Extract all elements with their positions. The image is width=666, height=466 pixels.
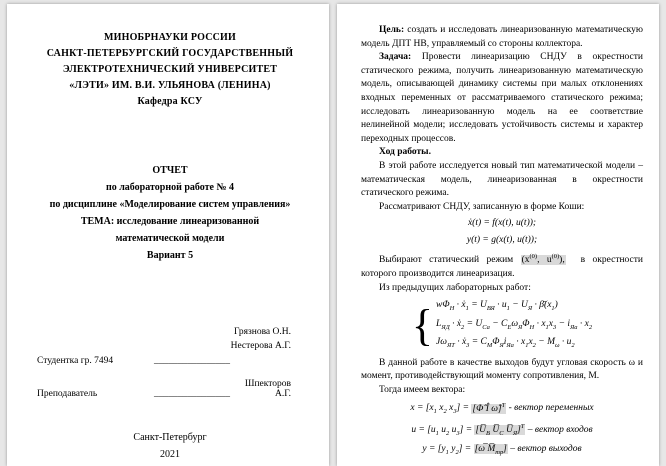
vector-line-inputs: $u = [u_1$ $u_2$ $u_3$] = [$U̅_В$ $U̅_С$ $U̅_Я]^Т$ – вектор входов <box>411 423 593 438</box>
equation-cauchy-output: y(t) = g(x(t), u(t)); <box>466 235 538 246</box>
vector-line-outputs: $y = [y_1$ $y_2$] = [ω̅ $M̅_{тр}$] – вектор выходов <box>422 444 582 457</box>
system-equation: $L_{ЯД}$ · ẋ$_2$ = $U_{Са} - C_Е\omega_Я\Phi_Н \cdot x_1x_3 - i_{Яа} \cdot x_2$ <box>436 318 593 331</box>
report-title: ОТЧЕТ <box>152 165 188 176</box>
system-equation: $J\omega_{ЯТ}$ · ẋ$_3$ = $C_М\Phi_Яi_{Яа} \cdot x_1x_2 - M_\omega \cdot u_2$ <box>436 337 575 350</box>
footer-year: 2021 <box>160 449 180 460</box>
university-header <box>37 30 303 110</box>
system-equation: $w\Phi_Н$ · ẋ$_1$ = $U_{ВЯ} \cdot u_1 - U_Я$ · $\betā(x_1)$ <box>436 300 558 313</box>
author-name: Грязнова О.Н. <box>233 327 291 337</box>
body-paragraph: В этой работе исследуется новый тип математической модели – математическая модель, линеаризованная в окрестности статического режима. <box>361 160 643 199</box>
department-line: Кафедра КСУ <box>137 96 203 107</box>
header-line: САНКТ-ПЕТЕРБУРГСКИЙ ГОСУДАРСТВЕННЫЙ <box>46 48 294 59</box>
body-paragraph: В данной работе в качестве выходов будут угловая скорость ω и момент, противодействующий моменту сопротивления, М. <box>361 357 643 382</box>
system-equations <box>436 298 592 353</box>
work-heading: Ход работы. <box>379 147 431 158</box>
report-variant: Вариант 5 <box>146 250 194 261</box>
vector-definitions <box>361 398 643 460</box>
body-paragraph: Выбирают статический режим ($x^{(0)}$, $u^{(0)}$), в окрестности которого производится линеаризация. <box>361 253 643 280</box>
vector-line-states: $x = [x_1$ $x_2$ $x_3$] = [Φ̂ Î ω̂]$^Т$ - вектор переменных <box>410 401 594 416</box>
body-paragraph: Рассматривают СНДУ, записанную в форме Коши: <box>379 201 585 212</box>
signature-row <box>37 379 303 399</box>
author-name: Нестерова А.Г. <box>230 340 291 351</box>
signature-line: ________________ <box>154 356 230 366</box>
task-text: Провести линеаризацию СНДУ в окрестности статического режима, получить линеаризованную математическую модель, описывающей динамику системы при малых отклонениях входных переменных от рассматриваемого статического режима; исследовать линеаризованную модель на ее соответствие нелинейной модели; исследовать устойчивость системы и характер переходных процессов. <box>361 52 643 144</box>
left-brace: { <box>411 300 434 350</box>
report-title-block <box>37 162 303 264</box>
signature-name: Шпекторов А.Г. <box>244 379 291 399</box>
header-line: ЭЛЕКТРОТЕХНИЧЕСКИЙ УНИВЕРСИТЕТ <box>62 64 278 75</box>
goal-paragraph <box>361 24 643 51</box>
goal-label: Цель: <box>379 25 405 35</box>
equation-cauchy-state: ẋ(t) = f(x(t), u(t)); <box>467 218 537 229</box>
equation-system <box>361 298 643 353</box>
task-paragraph <box>361 51 643 146</box>
body-paragraph: Тогда имеем вектора: <box>379 384 466 395</box>
report-page[interactable] <box>337 4 659 466</box>
header-line: МИНОБРНАУКИ РОССИИ <box>103 32 237 43</box>
title-page-footer <box>37 429 303 463</box>
author-names <box>37 326 303 353</box>
goal-text: создать и исследовать линеаризованную математическую модель ДПТ НВ, управляемый со стороны коллектора. <box>361 25 643 49</box>
signature-row <box>37 356 303 366</box>
signature-role: Студентка гр. 7494 <box>37 356 114 366</box>
footer-city: Санкт-Петербург <box>133 432 207 443</box>
report-subtitle-discipline: по дисциплине «Моделирование систем управления» <box>49 199 291 210</box>
header-line: «ЛЭТИ» ИМ. В.И. УЛЬЯНОВА (ЛЕНИНА) <box>69 80 271 91</box>
signature-role: Преподаватель <box>37 389 98 399</box>
report-subtitle-lab: по лабораторной работе № 4 <box>105 182 235 193</box>
task-label: Задача: <box>379 52 412 63</box>
signature-line: ________________ <box>154 389 230 399</box>
report-theme-line: ТЕМА: исследование линеаризованной <box>80 216 260 227</box>
report-theme-line: математической модели <box>115 233 225 244</box>
title-page[interactable] <box>7 4 329 466</box>
body-paragraph: Из предыдущих лабораторных работ: <box>379 282 531 293</box>
